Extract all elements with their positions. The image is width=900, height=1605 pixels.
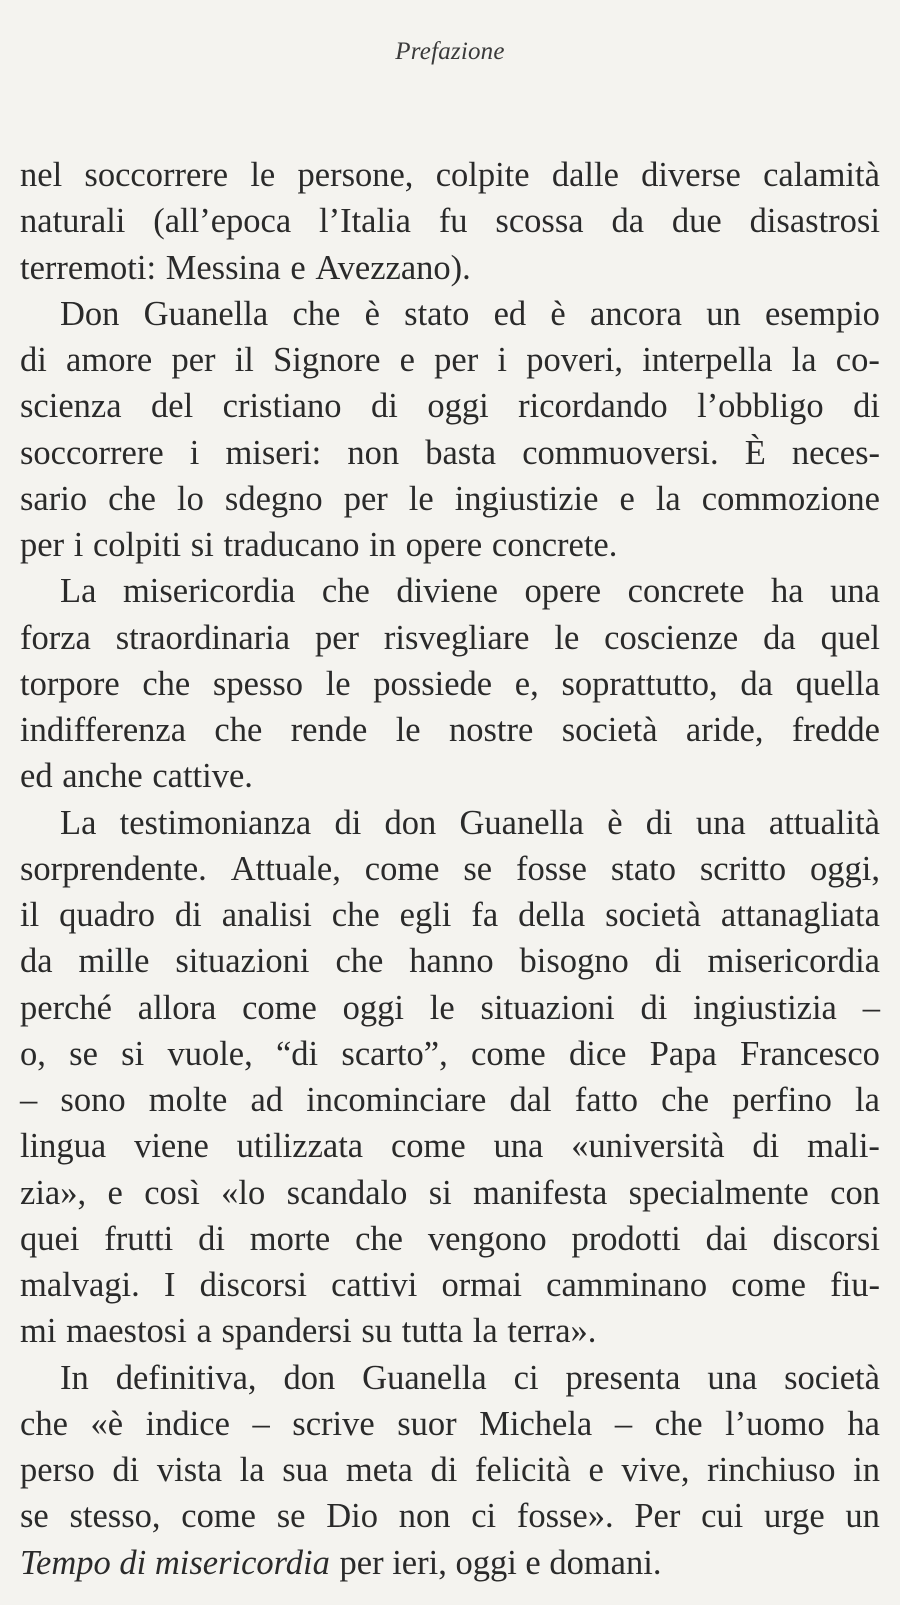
text-line	[20, 1540, 880, 1586]
text-line: torpore che spesso le possiede e, soprattutto, da quella	[20, 664, 880, 703]
text-line: per i colpiti si traducano in opere concrete.	[20, 526, 618, 564]
text-line: soccorrere i miseri: non basta commuoversi. È neces-	[20, 433, 880, 472]
text-line: perché allora come oggi le situazioni di ingiustizia –	[20, 988, 880, 1027]
text-line: da mille situazioni che hanno bisogno di misericordia	[20, 942, 880, 981]
text-line: Don Guanella che è stato ed è ancora un esempio	[60, 294, 880, 333]
text-line: sario che lo sdegno per le ingiustizie e la commozione	[20, 479, 880, 518]
text-line: forza straordinaria per risvegliare le coscienze da quel	[20, 618, 880, 657]
text-line: naturali (all’epoca l’Italia fu scossa da due disastrosi	[20, 202, 880, 241]
text-line: lingua viene utilizzata come una «università di mali-	[20, 1127, 880, 1166]
text-line: scienza del cristiano di oggi ricordando l’obbligo di	[20, 387, 880, 426]
text-line: – sono molte ad incominciare dal fatto che perfino la	[20, 1081, 880, 1119]
text-line: di amore per il Signore e per i poveri, interpella la co-	[20, 341, 880, 379]
text-line: La misericordia che diviene opere concrete ha una	[60, 572, 880, 611]
text-line: mi maestosi a spandersi su tutta la terra».	[20, 1312, 597, 1351]
line-text: per ieri, oggi e domani.	[339, 1543, 662, 1582]
text-line: il quadro di analisi che egli fa della società attanagliata	[20, 896, 880, 934]
paragraph	[20, 568, 880, 799]
text-line: che «è indice – scrive suor Michela – che l’uomo ha	[20, 1404, 880, 1443]
text-line: nel soccorrere le persone, colpite dalle diverse calamità	[20, 156, 880, 194]
body-text	[20, 152, 880, 1586]
text-line: perso di vista la sua meta di felicità e vive, rinchiuso in	[20, 1451, 880, 1489]
italic-title: Tempo di misericordia	[20, 1543, 330, 1582]
text-line: o, se si vuole, “di scarto”, come dice Papa Francesco	[20, 1034, 880, 1073]
text-line: malvagi. I discorsi cattivi ormai camminano come fiu-	[20, 1266, 880, 1304]
paragraph	[20, 800, 880, 1355]
text-line: sorprendente. Attuale, come se fosse stato scritto oggi,	[20, 849, 880, 888]
text-line: quei frutti di morte che vengono prodotti dai discorsi	[20, 1219, 880, 1258]
running-head: Prefazione	[395, 38, 505, 65]
paragraph	[20, 152, 880, 291]
paragraph	[20, 1355, 880, 1586]
text-line: zia», e così «lo scandalo si manifesta specialmente con	[20, 1173, 880, 1212]
text-line: se stesso, come se Dio non ci fosse». Per cui urge un	[20, 1497, 880, 1536]
text-line: terremoti: Messina e Avezzano).	[20, 248, 471, 287]
text-line: In definitiva, don Guanella ci presenta una società	[60, 1358, 880, 1397]
paragraph	[20, 291, 880, 569]
text-line: indifferenza che rende le nostre società aride, fredde	[20, 711, 880, 749]
text-line: La testimonianza di don Guanella è di una attualità	[60, 803, 880, 842]
text-line: ed anche cattive.	[20, 757, 253, 796]
